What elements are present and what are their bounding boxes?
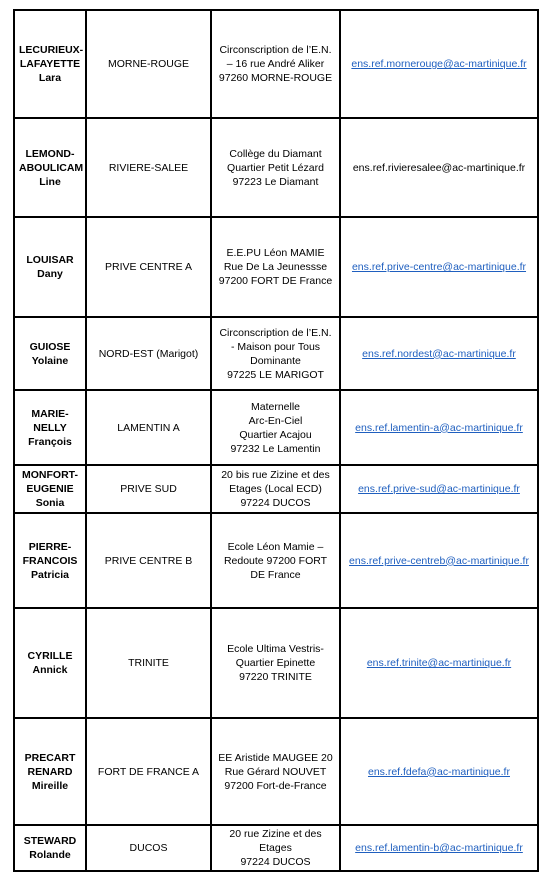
address-line: Quartier Acajou [239, 428, 312, 441]
name-line: NELLY [33, 421, 67, 434]
email-link[interactable]: ens.ref.lamentin-a@ac-martinique.fr [355, 421, 523, 434]
sector-cell: LAMENTIN A [86, 390, 211, 465]
email-link[interactable]: ens.ref.prive-centre@ac-martinique.fr [351, 261, 527, 273]
address-line: Ecole Léon Mamie – [227, 540, 324, 553]
address-cell [211, 825, 340, 871]
email-cell [340, 718, 538, 825]
name-line: Sonia [35, 497, 65, 509]
name-cell [14, 118, 86, 217]
sector-cell: DUCOS [86, 825, 211, 871]
table-row [14, 465, 538, 513]
name-line: Mireille [31, 779, 69, 792]
name-cell [14, 718, 86, 825]
name-line: Dany [37, 268, 63, 280]
name-line: STEWARD [23, 835, 77, 847]
name-line: MARIE- [31, 407, 69, 420]
email-cell [340, 217, 538, 317]
email-link[interactable]: ens.ref.prive-centreb@ac-martinique.fr [349, 554, 529, 567]
name-line: François [28, 435, 72, 448]
sector-cell: TRINITE [86, 608, 211, 718]
name-line: LEMOND- [25, 147, 75, 160]
email-link[interactable]: ens.ref.nordest@ac-martinique.fr [362, 347, 516, 360]
address-line: Rue Gérard NOUVET [224, 765, 327, 778]
address-line: Circonscription de l’E.N. [219, 44, 332, 56]
address-line: Rue De La Jeunessse [223, 261, 328, 273]
address-cell [211, 10, 340, 118]
sector-cell: MORNE-ROUGE [86, 10, 211, 118]
name-cell [14, 513, 86, 608]
email-cell [340, 608, 538, 718]
name-line: LAFAYETTE [19, 58, 81, 70]
sector-cell: PRIVE SUD [86, 465, 211, 513]
table-row [14, 317, 538, 390]
table-row [14, 10, 538, 118]
name-line: FRANCOIS [22, 554, 78, 567]
name-line: Rolande [29, 849, 71, 861]
sector-cell: RIVIERE-SALEE [86, 118, 211, 217]
address-line: Ecole Ultima Vestris- [227, 643, 324, 655]
table-row [14, 390, 538, 465]
name-cell [14, 390, 86, 465]
table-row [14, 718, 538, 825]
name-line: Patricia [31, 568, 69, 581]
address-line: 97224 DUCOS [240, 856, 311, 868]
table-row [14, 118, 538, 217]
table-row [14, 608, 538, 718]
address-cell [211, 317, 340, 390]
name-cell [14, 465, 86, 513]
sector-cell: PRIVE CENTRE B [86, 513, 211, 608]
email-link[interactable]: ens.ref.mornerouge@ac-martinique.fr [351, 58, 527, 70]
address-cell [211, 608, 340, 718]
name-line: Annick [32, 664, 68, 676]
address-line: - Maison pour Tous [230, 340, 321, 353]
name-line: EUGENIE [26, 483, 74, 495]
table-row [14, 217, 538, 317]
address-line: Quartier Epinette [235, 657, 316, 669]
email-cell [340, 513, 538, 608]
sector-cell: NORD-EST (Marigot) [86, 317, 211, 390]
address-line: Circonscription de l’E.N. [219, 326, 332, 339]
name-line: MONFORT- [22, 469, 78, 481]
email-cell [340, 118, 538, 217]
email-cell [340, 317, 538, 390]
address-line: EE Aristide MAUGEE 20 [218, 751, 333, 764]
address-line: 20 rue Zizine et des [229, 828, 322, 840]
address-cell [211, 465, 340, 513]
address-line: Quartier Petit Lézard [227, 161, 324, 174]
address-cell [211, 513, 340, 608]
address-line: Collège du Diamant [229, 147, 322, 160]
email-link[interactable]: ens.ref.fdefa@ac-martinique.fr [368, 765, 510, 778]
email-link[interactable]: ens.ref.lamentin-b@ac-martinique.fr [355, 842, 523, 854]
name-line: CYRILLE [27, 650, 73, 662]
name-cell [14, 317, 86, 390]
email-link[interactable]: ens.ref.prive-sud@ac-martinique.fr [358, 483, 520, 495]
name-line: RENARD [27, 765, 73, 778]
name-line: Line [39, 175, 61, 188]
sector-cell: PRIVE CENTRE A [86, 217, 211, 317]
email-cell [340, 465, 538, 513]
table-row [14, 513, 538, 608]
name-line: PIERRE- [28, 540, 72, 553]
email-cell [340, 10, 538, 118]
address-cell [211, 217, 340, 317]
address-cell [211, 118, 340, 217]
name-cell [14, 10, 86, 118]
address-line: Etages [259, 842, 292, 854]
address-line: Maternelle [250, 400, 301, 413]
address-line: 97224 DUCOS [240, 497, 311, 509]
address-line: E.E.PU Léon MAMIE [226, 247, 325, 259]
name-line: LOUISAR [26, 254, 74, 266]
table-row [14, 825, 538, 871]
address-line: 97232 Le Lamentin [230, 442, 321, 455]
address-line: 97260 MORNE-ROUGE [218, 72, 333, 84]
name-line: PRECART [24, 751, 76, 764]
address-cell [211, 718, 340, 825]
address-line: 97200 FORT DE France [218, 275, 333, 287]
address-cell [211, 390, 340, 465]
name-line: GUIOSE [29, 340, 71, 353]
email-text: ens.ref.rivieresalee@ac-martinique.fr [352, 161, 526, 174]
email-cell [340, 825, 538, 871]
sector-cell: FORT DE FRANCE A [86, 718, 211, 825]
address-line: 97220 TRINITE [239, 671, 312, 683]
address-line: 97223 Le Diamant [232, 175, 319, 188]
name-line: ABOULICAM [19, 161, 84, 174]
address-line: Redoute 97200 FORT [223, 554, 328, 567]
address-line: DE France [250, 568, 301, 581]
name-cell [14, 217, 86, 317]
address-line: 20 bis rue Zizine et des [221, 469, 330, 481]
email-cell [340, 390, 538, 465]
table-body [14, 10, 538, 871]
address-line: 97225 LE MARIGOT [227, 368, 324, 381]
referents-table [13, 9, 539, 872]
address-line: 97200 Fort-de-France [224, 779, 327, 792]
email-link[interactable]: ens.ref.trinite@ac-martinique.fr [366, 657, 512, 669]
name-cell [14, 825, 86, 871]
name-line: Yolaine [31, 354, 69, 367]
name-cell [14, 608, 86, 718]
address-line: Arc-En-Ciel [248, 414, 303, 427]
address-line: – 16 rue André Aliker [226, 58, 325, 70]
address-line: Etages (Local ECD) [229, 483, 322, 495]
name-line: Lara [38, 72, 62, 84]
address-line: Dominante [250, 354, 301, 367]
name-line: LECURIEUX- [19, 44, 84, 56]
